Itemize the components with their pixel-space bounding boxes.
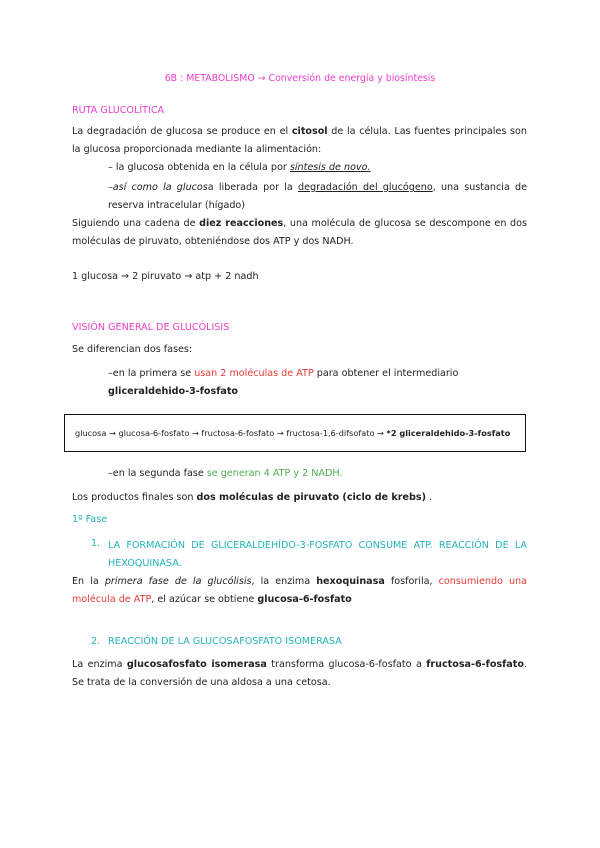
list-item-segunda-fase: –en la segunda fase se generan 4 ATP y 2 NADH. [108,468,343,479]
step1-heading: LA FORMACIÓN DE GLICERALDEHÍDO-3-FOSFATO CONSUME ATP. REACCIÓN DE LA HEXOQUINASA. [108,540,527,569]
paragraph-diez-reacciones: Siguiendo una cadena de diez reacciones, una molécula de glucosa se descompone en dos moléculas de piruvato, obteniéndose dos ATP y dos NADH. [72,218,527,247]
step2-number: 2. [91,636,101,647]
phase-label: 1º Fase [72,514,108,525]
step1-number: 1. [91,538,101,549]
step2-heading: REACCIÓN DE LA GLUCOSAFOSFATO ISOMERASA [108,636,342,647]
equation-glucosa-piruvato: 1 glucosa → 2 piruvato → atp + 2 nadh [72,271,259,282]
heading-ruta-glucolitica: RUTA GLUCOLÍTICA [72,105,165,116]
paragraph-productos-finales: Los productos finales son dos moléculas de piruvato (ciclo de krebs) . [72,492,433,503]
reaction-sequence: glucosa → glucosa-6-fosfato → fructosa-6-fosfato → fructosa-1,6-difsofato → *2 gliceraldehido-3-fosfato [75,428,511,438]
paragraph-dos-fases: Se diferencian dos fases: [72,344,193,355]
list-item-sintesis: – la glucosa obtenida en la célula por síntesis de novo. [108,162,371,173]
reaction-sequence-box [64,414,526,452]
paragraph-hexoquinasa: En la primera fase de la glucólisis, la enzima hexoquinasa fosforila, consumiendo una molécula de ATP, el azúcar se obtiene glucosa-6-fosfato [72,576,527,605]
heading-vision-general: VISIÓN GENERAL DE GLUCÓLISIS [72,322,230,333]
page-title: 6B : METABOLISMO → Conversión de energía y biosíntesis [164,73,436,84]
paragraph-degradacion: La degradación de glucosa se produce en el citosol de la célula. Las fuentes principales son la glucosa proporcionada mediante la alimentación: [72,126,527,155]
paragraph-isomerasa: La enzima glucosafosfato isomerasa transforma glucosa-6-fosfato a fructosa-6-fosfato. Se trata de la conversión de una aldosa a una cetosa. [72,659,528,688]
list-item-glucogeno: –así como la glucosa liberada por la degradación del glucógeno, una sustancia de reserva intracelular (hígado) [108,182,527,211]
list-item-primera-fase: –en la primera se usan 2 moléculas de ATP para obtener el intermediario gliceraldehido-3-fosfato [108,368,459,397]
